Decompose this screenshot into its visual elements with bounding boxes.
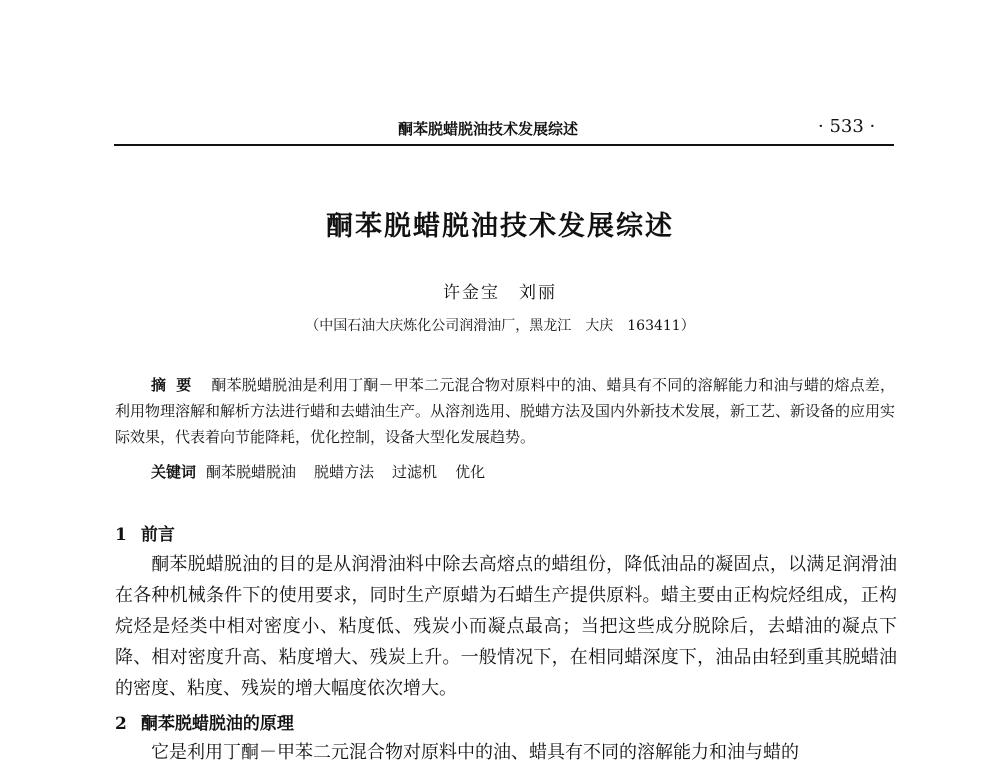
keyword: 过滤机 — [392, 463, 438, 481]
authors: 许金宝 刘丽 — [443, 283, 557, 303]
section-number: 1 — [115, 525, 127, 545]
keyword: 脱蜡方法 — [314, 463, 375, 481]
running-title: 酮苯脱蜡脱油技术发展综述 — [398, 120, 579, 138]
header-rule — [114, 144, 894, 146]
section-number: 2 — [115, 714, 127, 734]
keyword: 酮苯脱蜡脱油 — [206, 463, 297, 481]
section-title: 前言 — [140, 525, 175, 545]
section-heading — [115, 520, 175, 545]
keywords — [151, 461, 503, 482]
abstract-text: 酮苯脱蜡脱油是利用丁酮－甲苯二元混合物对原料中的油、蜡具有不同的溶解能力和油与蜡的熔点差，利用物理溶解和解析方法进行蜡和去蜡油生产。从溶剂选用、脱蜡方法及国内外新技术发展，新工艺、新设备的应用实际效果，代表着向节能降耗，优化控制，设备大型化发展趋势。 — [115, 376, 896, 446]
keywords-label: 关键词 — [151, 463, 197, 481]
paragraph-text: 它是利用丁酮－甲苯二元混合物对原料中的油、蜡具有不同的溶解能力和油与蜡的 — [151, 742, 799, 763]
abstract — [115, 372, 895, 450]
abstract-label: 摘要 — [151, 376, 202, 394]
keyword: 优化 — [455, 463, 486, 481]
section-paragraph — [115, 549, 897, 704]
article-title: 酮苯脱蜡脱油技术发展综述 — [326, 211, 674, 242]
section-heading — [115, 709, 294, 734]
page-number: · 533 · — [818, 116, 876, 137]
section-title: 酮苯脱蜡脱油的原理 — [140, 714, 294, 734]
affiliation: （中国石油大庆炼化公司润滑油厂，黑龙江 大庆 163411） — [305, 318, 695, 334]
section-paragraph — [115, 737, 897, 768]
paragraph-text: 酮苯脱蜡脱油的目的是从润滑油料中除去高熔点的蜡组份，降低油品的凝固点，以满足润滑油在各种机械条件下的使用要求，同时生产原蜡为石蜡生产提供原料。蜡主要由正构烷烃组成，正构烷烃是烃类中相对密度小、粘度低、残炭小而凝点最高；当把这些成分脱除后，去蜡油的凝点下降、相对密度升高、粘度增大、残炭上升。一般情况下，在相同蜡深度下，油品由轻到重其脱蜡油的密度、粘度、残炭的增大幅度依次增大。 — [115, 554, 897, 699]
